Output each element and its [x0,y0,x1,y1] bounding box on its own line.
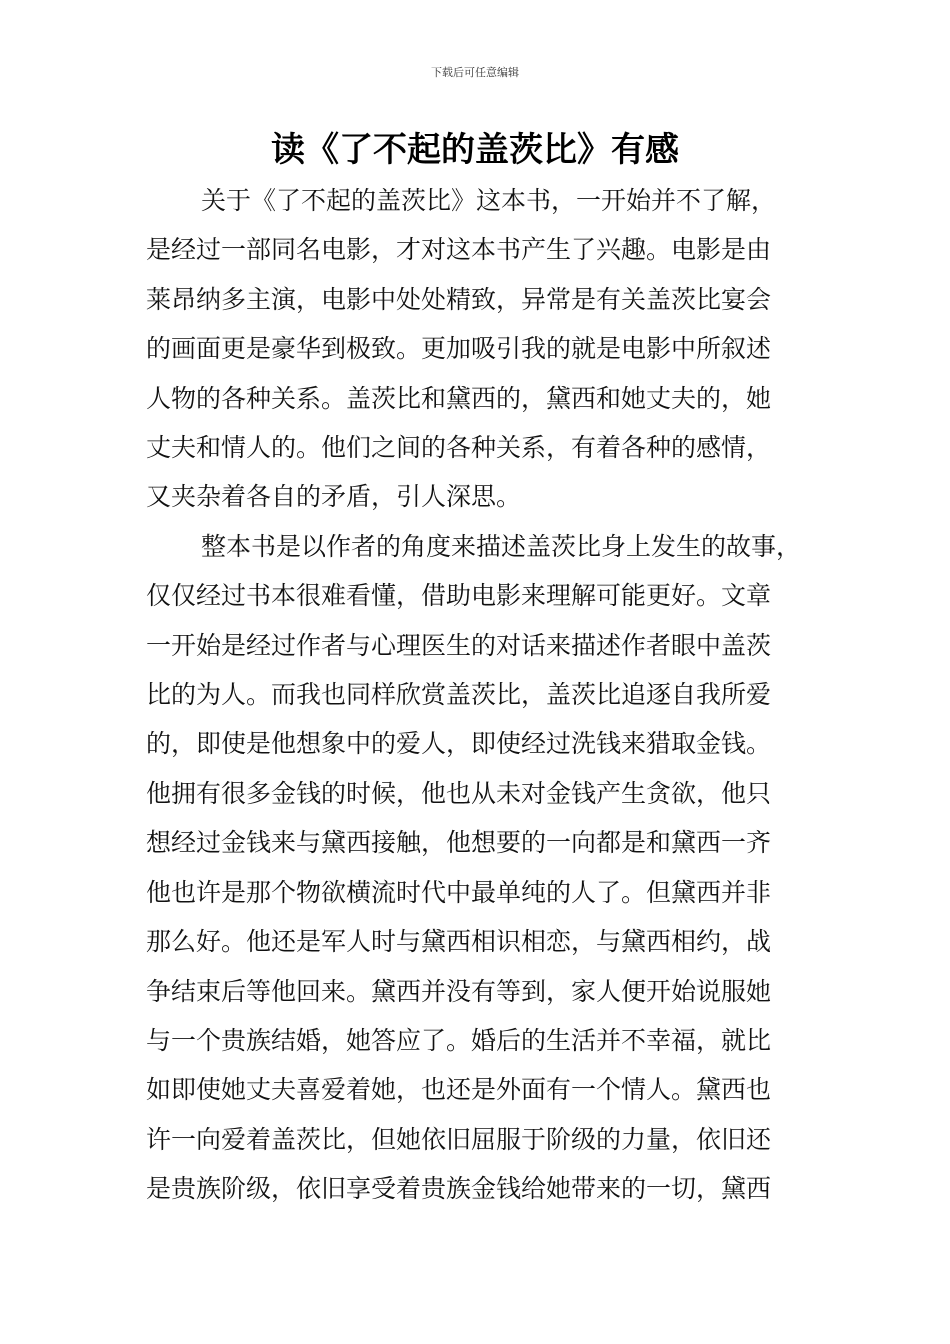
text-line: 他拥有很多金钱的时候，他也从未对金钱产生贪欲，他只 [146,778,772,808]
text-line: 的画面更是豪华到极致。更加吸引我的就是电影中所叙述 [146,334,772,364]
document-title: 读《了不起的盖茨比》有感 [271,130,679,170]
paragraph [146,176,806,522]
text-line: 那么好。他还是军人时与黛西相识相恋，与黛西相约，战 [146,927,772,957]
text-line: 想经过金钱来与黛西接触，他想要的一向都是和黛西一齐 [146,828,772,858]
text-line: 一开始是经过作者与心理医生的对话来描述作者眼中盖茨 [146,630,772,660]
text-line: 又夹杂着各自的矛盾，引人深思。 [146,482,522,512]
paragraph [146,522,806,1214]
text-line: 关于《了不起的盖茨比》这本书，一开始并不了解， [201,186,777,215]
header-note: 下载后可任意编辑 [431,66,519,79]
text-line: 争结束后等他回来。黛西并没有等到，家人便开始说服她 [146,976,772,1006]
text-line: 与一个贵族结婚，她答应了。婚后的生活并不幸福，就比 [146,1025,772,1055]
text-line: 是贵族阶级，依旧享受着贵族金钱给她带来的一切，黛西 [146,1174,772,1204]
text-line: 是经过一部同名电影，才对这本书产生了兴趣。电影是由 [146,235,772,265]
text-line: 整本书是以作者的角度来描述盖茨比身上发生的故事， [201,531,802,561]
document-body [146,176,806,1214]
text-line: 他也许是那个物欲横流时代中最单纯的人了。但黛西并非 [146,877,772,907]
text-line: 的，即使是他想象中的爱人，即使经过洗钱来猎取金钱。 [146,729,772,759]
text-line: 人物的各种关系。盖茨比和黛西的，黛西和她丈夫的，她 [146,383,772,413]
text-line: 比的为人。而我也同样欣赏盖茨比，盖茨比追逐自我所爱 [146,680,772,710]
text-line: 许一向爱着盖茨比，但她依旧屈服于阶级的力量，依旧还 [146,1124,772,1154]
text-line: 如即使她丈夫喜爱着她，也还是外面有一个情人。黛西也 [146,1075,772,1105]
text-line: 仅仅经过书本很难看懂，借助电影来理解可能更好。文章 [146,581,772,611]
text-line: 莱昂纳多主演，电影中处处精致，异常是有关盖茨比宴会 [146,284,772,314]
text-line: 丈夫和情人的。他们之间的各种关系，有着各种的感情， [146,433,772,463]
